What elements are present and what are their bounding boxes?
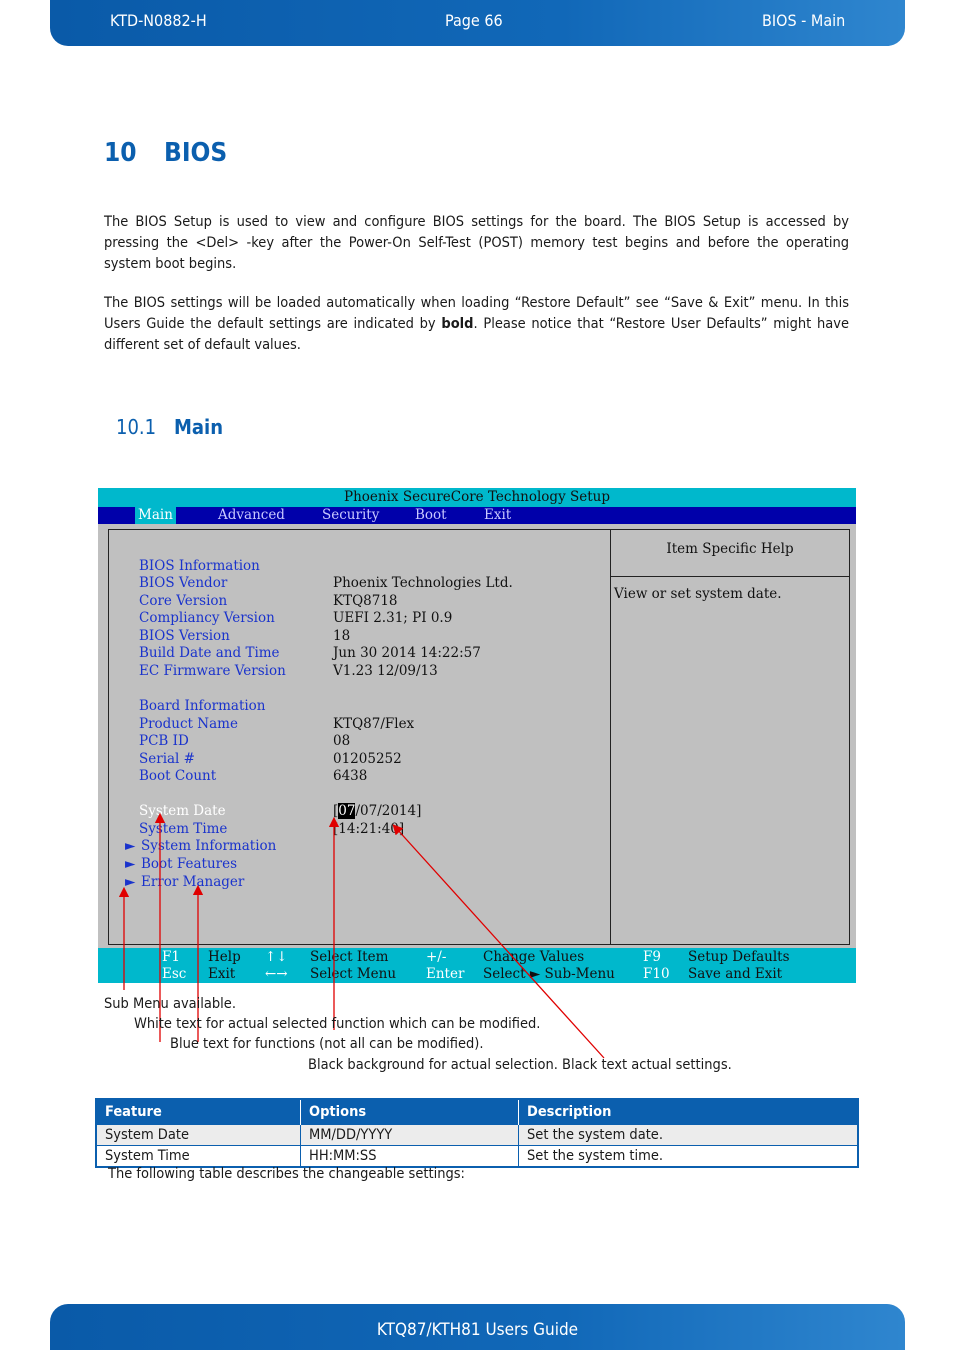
bios-info-heading: BIOS Information bbox=[139, 558, 260, 574]
table-row bbox=[96, 1146, 858, 1168]
menu-main[interactable]: Main bbox=[135, 507, 176, 524]
cell-options: HH:MM:SS bbox=[301, 1146, 519, 1168]
label-ec-firmware: EC Firmware Version bbox=[139, 663, 286, 679]
annotation-white-text: White text for actual selected function which can be modified. bbox=[134, 1016, 541, 1032]
label-bios-vendor: BIOS Vendor bbox=[139, 575, 228, 591]
cell-feature: System Time bbox=[96, 1146, 301, 1168]
intro-paragraph: The BIOS Setup is used to view and configure BIOS settings for the board. The BIOS Setup is accessed by pressing the <Del> -key after the Power-On Self-Test (POST) memory test begins and before the operating system boot begins. bbox=[104, 214, 849, 272]
key-leftright-desc: Select Menu bbox=[310, 966, 397, 982]
cell-description: Set the system date. bbox=[519, 1125, 859, 1146]
date-rest: /07/2014] bbox=[355, 803, 422, 819]
label-build-date: Build Date and Time bbox=[139, 645, 280, 661]
menu-security[interactable]: Security bbox=[322, 507, 380, 523]
value-core-version: KTQ8718 bbox=[333, 593, 398, 609]
label-compliancy-version: Compliancy Version bbox=[139, 610, 275, 626]
page-footer bbox=[50, 1304, 905, 1350]
submenu-error-manager[interactable]: Error Manager bbox=[141, 874, 245, 890]
header-options: Options bbox=[301, 1099, 519, 1125]
label-boot-count: Boot Count bbox=[139, 768, 217, 784]
help-title: Item Specific Help bbox=[611, 530, 849, 577]
date-selection[interactable]: 07 bbox=[338, 803, 356, 819]
defaults-text-2: . Please notice that “Restore User Defaults” might have different set of default values. bbox=[104, 316, 849, 353]
label-core-version: Core Version bbox=[139, 593, 228, 609]
key-f1-desc: Help bbox=[208, 949, 241, 965]
header-feature: Feature bbox=[96, 1099, 301, 1125]
value-ec-firmware: V1.23 12/09/13 bbox=[333, 663, 438, 679]
value-bios-vendor: Phoenix Technologies Ltd. bbox=[333, 575, 513, 591]
menu-exit[interactable]: Exit bbox=[484, 507, 512, 523]
header-section: BIOS - Main bbox=[762, 11, 846, 30]
key-f1: F1 bbox=[162, 949, 180, 965]
value-system-time[interactable]: [14:21:40] bbox=[333, 821, 405, 837]
key-esc: Esc bbox=[162, 966, 187, 982]
key-plusminus-desc: Change Values bbox=[483, 949, 585, 965]
doc-id: KTD-N0882-H bbox=[110, 11, 207, 30]
page-number: Page 66 bbox=[445, 11, 503, 30]
key-f9: F9 bbox=[643, 949, 661, 965]
key-f9-desc: Setup Defaults bbox=[688, 949, 790, 965]
table-header bbox=[96, 1099, 858, 1125]
value-product-name: KTQ87/Flex bbox=[333, 716, 415, 732]
key-enter: Enter bbox=[426, 966, 465, 982]
footer-title: KTQ87/KTH81 Users Guide bbox=[376, 1320, 579, 1340]
header-description: Description bbox=[519, 1099, 859, 1125]
value-build-date: Jun 30 2014 14:22:57 bbox=[333, 645, 481, 661]
subsection-title: Main bbox=[174, 415, 224, 439]
annotation-black-bg: Black background for actual selection. Black text actual settings. bbox=[308, 1057, 732, 1073]
bios-title: Phoenix SecureCore Technology Setup bbox=[98, 488, 856, 507]
annotation-blue-text: Blue text for functions (not all can be modified). bbox=[170, 1036, 484, 1052]
key-esc-desc: Exit bbox=[208, 966, 236, 982]
label-bios-version: BIOS Version bbox=[139, 628, 230, 644]
value-serial: 01205252 bbox=[333, 751, 402, 767]
submenu-arrow-icon: ► bbox=[125, 874, 136, 890]
annotation-submenu: Sub Menu available. bbox=[104, 996, 236, 1012]
defaults-text-1: The BIOS settings will be loaded automatically when loading “Restore Default” see “Save & Exit” menu. In this Users Guide the default settings are indicated by bbox=[104, 295, 849, 332]
submenu-arrow-icon: ► bbox=[125, 856, 136, 872]
key-leftright: ←→ bbox=[265, 966, 288, 982]
subsection-number: 10.1 bbox=[116, 415, 157, 439]
feature-table bbox=[95, 1098, 859, 1168]
value-bios-version: 18 bbox=[333, 628, 351, 644]
menu-boot[interactable]: Boot bbox=[415, 507, 447, 523]
label-system-date[interactable]: System Date bbox=[139, 803, 226, 819]
key-enter-desc: Select ► Sub-Menu bbox=[483, 966, 615, 982]
key-updown-desc: Select Item bbox=[310, 949, 389, 965]
label-system-time[interactable]: System Time bbox=[139, 821, 228, 837]
cell-description: Set the system time. bbox=[519, 1146, 859, 1168]
cell-feature: System Date bbox=[96, 1125, 301, 1146]
board-info-heading: Board Information bbox=[139, 698, 266, 714]
key-f10-desc: Save and Exit bbox=[688, 966, 783, 982]
section-number: 10 bbox=[104, 138, 137, 168]
date-bracket: [ bbox=[333, 803, 339, 819]
submenu-boot-features[interactable]: Boot Features bbox=[141, 856, 238, 872]
cell-options: MM/DD/YYYY bbox=[301, 1125, 519, 1146]
table-caption: The following table describes the changeable settings: bbox=[108, 1166, 465, 1182]
value-pcb-id: 08 bbox=[333, 733, 351, 749]
value-compliancy-version: UEFI 2.31; PI 0.9 bbox=[333, 610, 453, 626]
table-row bbox=[96, 1125, 858, 1146]
submenu-system-information[interactable]: System Information bbox=[141, 838, 277, 854]
label-product-name: Product Name bbox=[139, 716, 238, 732]
help-text: View or set system date. bbox=[614, 586, 782, 602]
section-title: BIOS bbox=[164, 138, 228, 168]
value-boot-count: 6438 bbox=[333, 768, 368, 784]
menu-advanced[interactable]: Advanced bbox=[218, 507, 285, 523]
bold-word: bold bbox=[441, 316, 474, 332]
key-f10: F10 bbox=[643, 966, 670, 982]
key-plusminus: +/- bbox=[426, 949, 447, 965]
submenu-arrow-icon: ► bbox=[125, 838, 136, 854]
label-pcb-id: PCB ID bbox=[139, 733, 189, 749]
key-updown: ↑↓ bbox=[265, 949, 288, 965]
label-serial: Serial # bbox=[139, 751, 195, 767]
